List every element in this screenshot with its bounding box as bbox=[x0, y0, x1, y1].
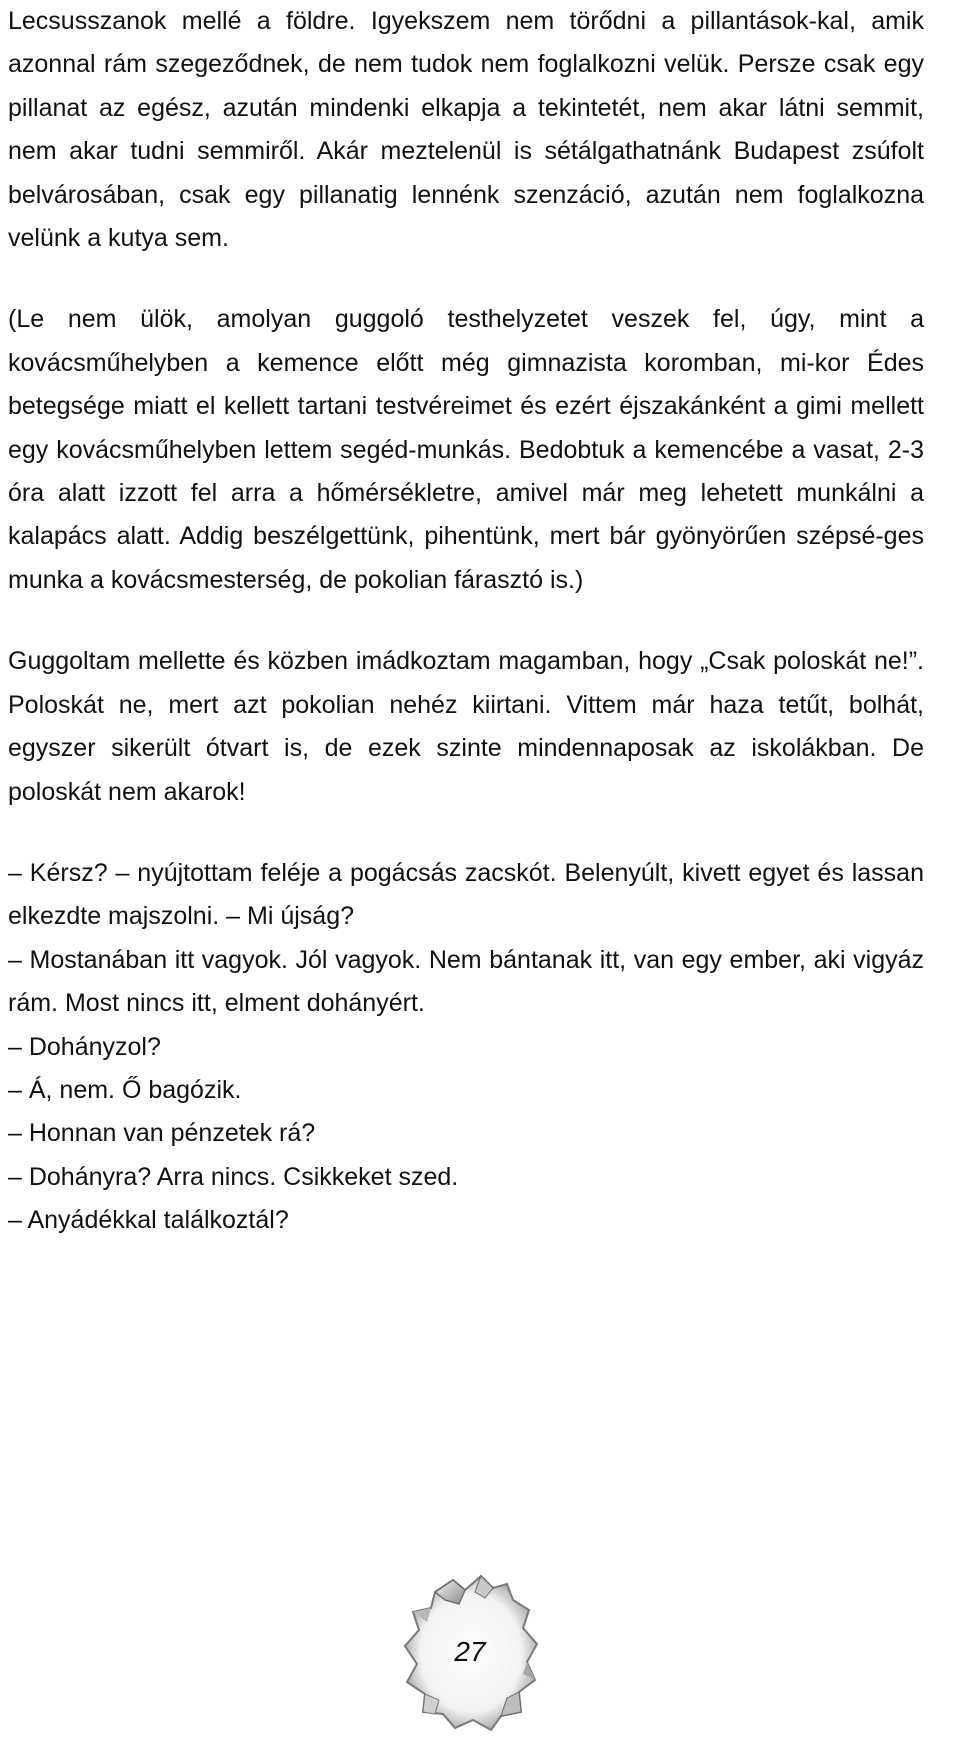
page-number-badge bbox=[395, 1570, 545, 1738]
dialogue-line-4: – Á, nem. Ő bagózik. bbox=[8, 1075, 242, 1104]
paragraph-gap bbox=[8, 260, 924, 298]
dialogue-line-7: – Anyádékkal találkoztál? bbox=[8, 1206, 289, 1235]
page-text bbox=[8, 0, 924, 1243]
page-number: 27 bbox=[454, 1636, 486, 1667]
paragraph-3: Guggoltam mellette és közben imádkoztam magamban, hogy „Csak poloskát ne!”. Poloskát ne, mert azt pokolian nehéz kiirtani. Vittem már haza tetűt, bolhát, egyszer sikerült ótvart is, de ezek szinte mindennaposak az iskolákban. De poloskát nem akarok! bbox=[8, 647, 924, 806]
dialogue-line-3: – Dohányzol? bbox=[8, 1032, 161, 1061]
dialogue-line-5: – Honnan van pénzetek rá? bbox=[8, 1119, 316, 1148]
paragraph-1: Lecsusszanok mellé a földre. Igyekszem nem törődni a pillantások-kal, amik azonnal rám szegeződnek, de nem tudok nem foglalkozni velük. Persze csak egy pillanat az egész, azután mindenki elkapja a tekintetét, nem akar látni semmit, nem akar tudni semmiről. Akár meztelenül is sétálgathatnánk Budapest zsúfolt belvárosában, csak egy pillanatig lennénk szenzáció, azután nem foglalkozna velünk a kutya sem. bbox=[8, 7, 924, 253]
dialogue-line-2: – Mostanában itt vagyok. Jól vagyok. Nem bántanak itt, van egy ember, aki vigyáz rám. Most nincs itt, elment dohányért. bbox=[8, 945, 924, 1018]
paragraph-gap bbox=[8, 814, 924, 852]
paragraph-2: (Le nem ülök, amolyan guggoló testhelyzetet veszek fel, úgy, mint a kovácsműhelyben a kemence előtt még gimnazista koromban, mi-kor Édes betegsége miatt el kellett tartani testvéreimet és ezért éjszakánként a gimi mellett egy kovácsműhelyben lettem segéd-munkás. Bedobtuk a kemencébe a vasat, 2-3 óra alatt izzott fel arra a hőmérsékletre, amivel már meg lehetett munkálni a kalapács alatt. Addig beszélgettünk, pihentünk, mert bár gyönyörűen szépsé-ges munka a kovácsmesterség, de pokolian fárasztó is.) bbox=[8, 305, 924, 594]
dialogue-line-6: – Dohányra? Arra nincs. Csikkeket szed. bbox=[8, 1162, 459, 1191]
dialogue-line-1: – Kérsz? – nyújtottam feléje a pogácsás zacskót. Belenyúlt, kivett egyet és lassan elkezdte majszolni. – Mi újság? bbox=[8, 858, 924, 931]
paragraph-gap bbox=[8, 602, 924, 640]
